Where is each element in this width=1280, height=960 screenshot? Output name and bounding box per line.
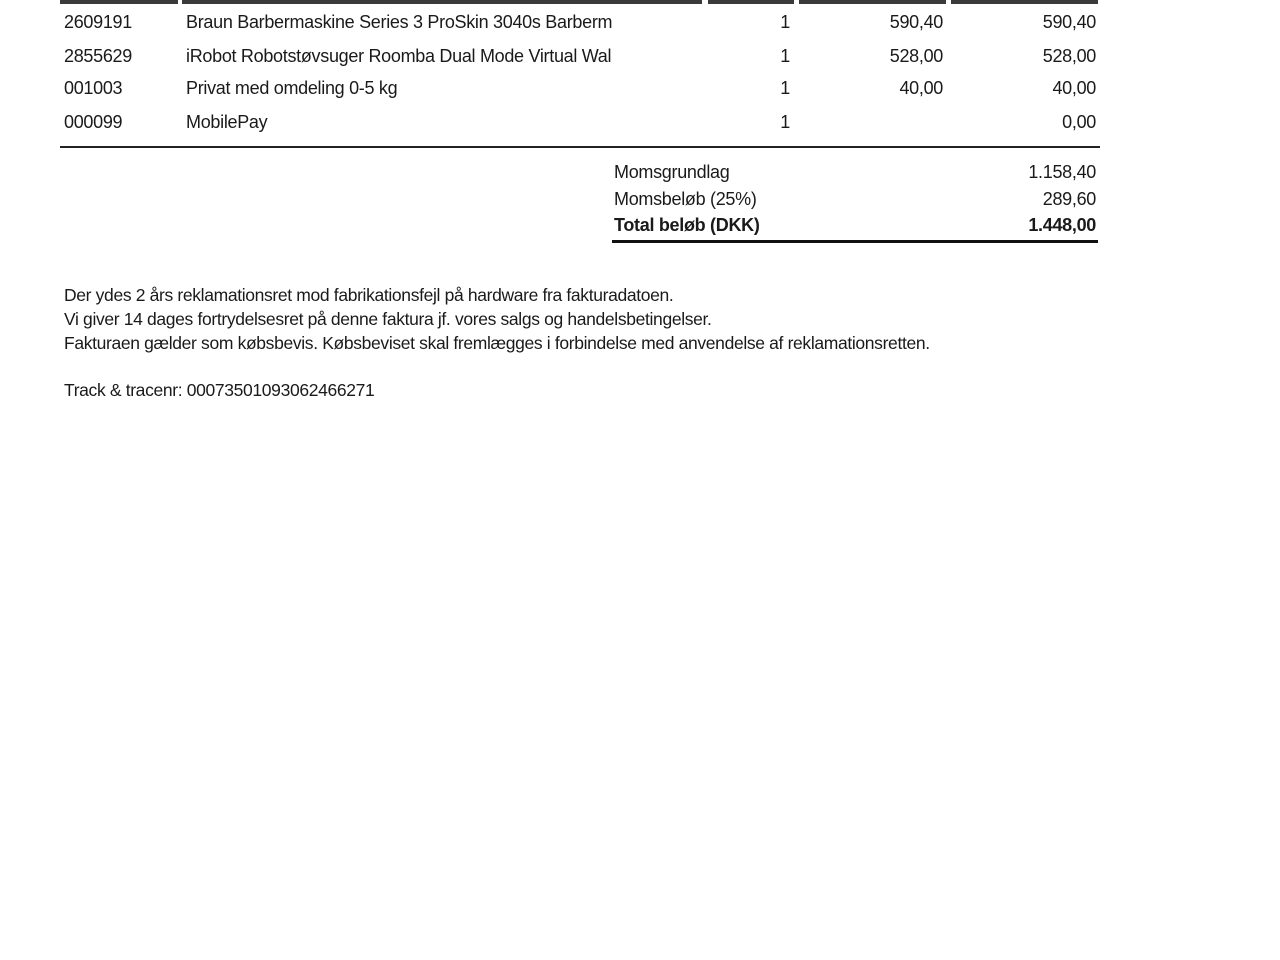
item-unit-price: 528,00 <box>889 46 943 66</box>
vat-base-label: Momsgrundlag <box>614 162 730 182</box>
item-quantity: 1 <box>780 78 790 98</box>
table-row <box>60 73 1100 103</box>
totals-underline <box>612 240 1098 243</box>
vat-base-value: 1.158,40 <box>1028 162 1096 182</box>
item-number: 2609191 <box>64 12 132 32</box>
header-rule-price <box>799 0 946 4</box>
grand-total-label: Total beløb (DKK) <box>614 215 760 235</box>
tracking-number: Track & tracenr: 00073501093062466271 <box>64 380 375 400</box>
table-row <box>60 41 1100 71</box>
vat-base-row <box>612 159 1098 186</box>
item-total: 0,00 <box>1062 112 1096 132</box>
item-description: iRobot Robotstøvsuger Roomba Dual Mode Virtual Wal <box>186 46 612 66</box>
vat-amount-value: 289,60 <box>1042 189 1096 209</box>
header-rule-total <box>951 0 1098 4</box>
vat-amount-label: Momsbeløb (25%) <box>614 189 757 209</box>
header-rule-number <box>60 0 178 4</box>
cancellation-note: Vi giver 14 dages fortrydelsesret på denne faktura jf. vores salgs og handelsbetingelser. <box>64 309 712 329</box>
item-quantity: 1 <box>780 12 790 32</box>
item-unit-price: 40,00 <box>899 78 943 98</box>
item-quantity: 1 <box>780 46 790 66</box>
item-total: 590,40 <box>1042 12 1096 32</box>
table-row <box>60 107 1100 137</box>
item-total: 40,00 <box>1052 78 1096 98</box>
grand-total-value: 1.448,00 <box>1028 215 1096 235</box>
item-description: Privat med omdeling 0-5 kg <box>186 78 398 98</box>
item-quantity: 1 <box>780 112 790 132</box>
item-total: 528,00 <box>1042 46 1096 66</box>
items-divider <box>60 146 1100 148</box>
grand-total-row <box>612 212 1098 239</box>
receipt-note: Fakturaen gælder som købsbevis. Købsbeviset skal fremlægges i forbindelse med anvendelse af reklamationsretten. <box>64 333 930 353</box>
item-number: 000099 <box>64 112 123 132</box>
item-number: 2855629 <box>64 46 132 66</box>
warranty-note: Der ydes 2 års reklamationsret mod fabrikationsfejl på hardware fra fakturadatoen. <box>64 285 674 305</box>
table-row <box>60 7 1100 37</box>
item-description: MobilePay <box>186 112 268 132</box>
item-unit-price: 590,40 <box>889 12 943 32</box>
item-number: 001003 <box>64 78 123 98</box>
header-rule-qty <box>708 0 794 4</box>
item-description: Braun Barbermaskine Series 3 ProSkin 3040s Barberm <box>186 12 613 32</box>
vat-amount-row <box>612 186 1098 213</box>
header-rule-description <box>182 0 702 4</box>
